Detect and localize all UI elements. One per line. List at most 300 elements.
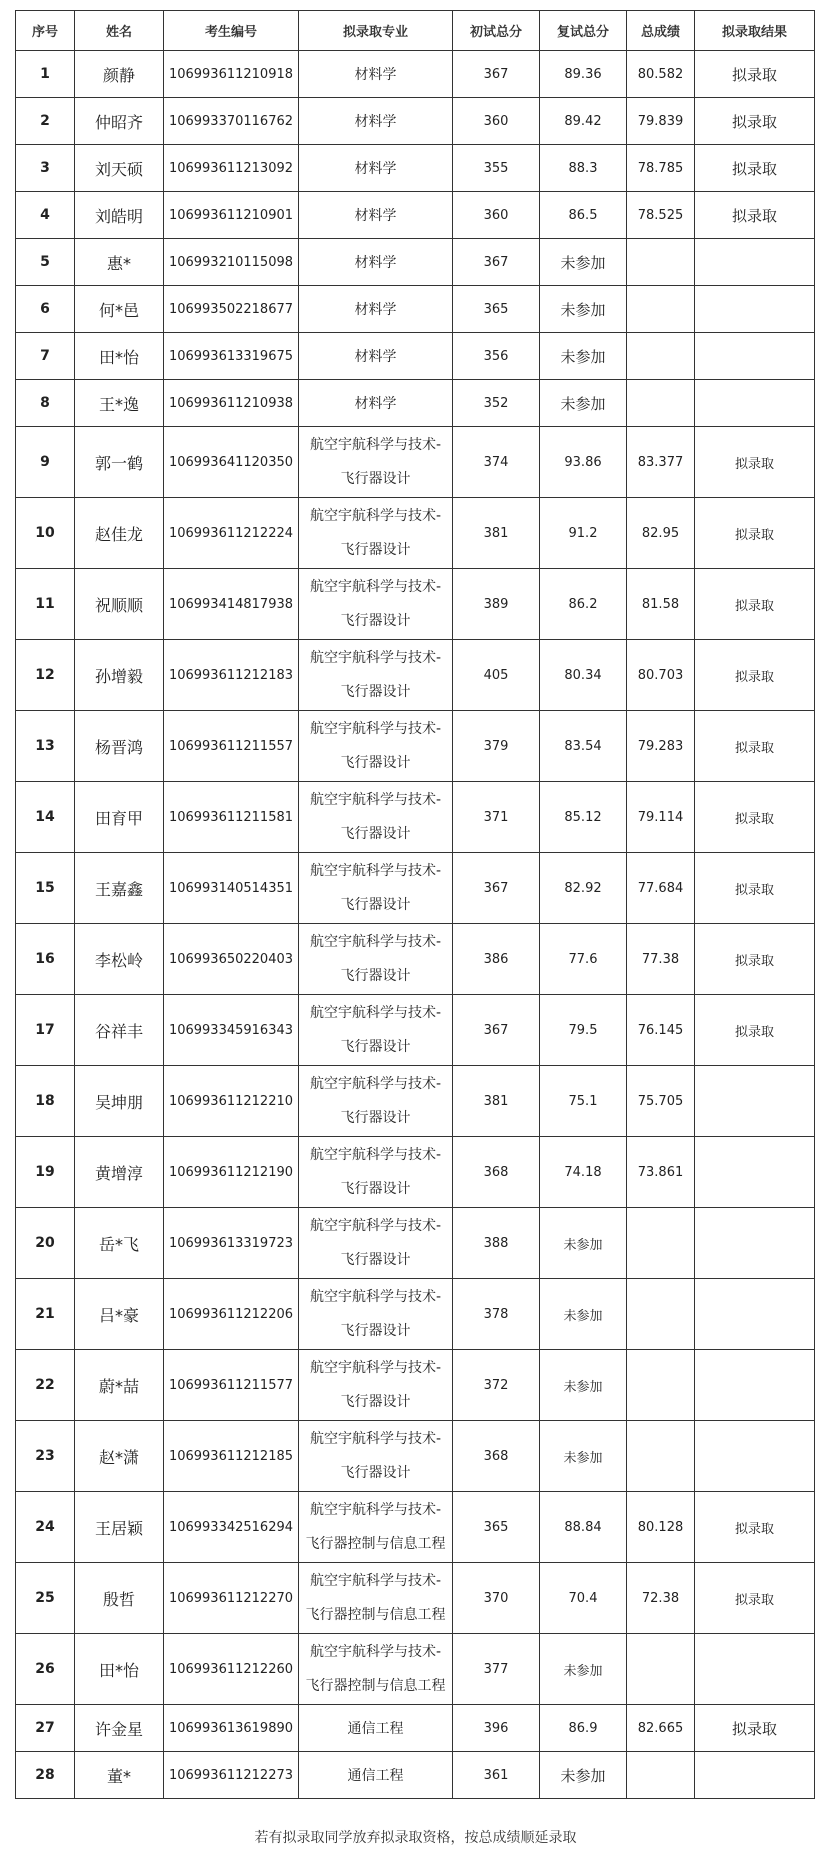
- major-line: 材料学: [354, 67, 397, 83]
- cell-retest-score: 79.5: [540, 995, 627, 1066]
- major-line: 航空宇航科学与技术-: [309, 721, 442, 737]
- cell-initial-score: 361: [453, 1752, 540, 1799]
- cell-total-score: [627, 1752, 695, 1799]
- cell-retest-score: 86.2: [540, 569, 627, 640]
- cell-no: 25: [16, 1563, 75, 1634]
- admission-table-wrapper: [15, 10, 814, 1799]
- cell-result: [695, 1066, 815, 1137]
- table-row: [16, 427, 815, 498]
- cell-total-score: 78.525: [627, 192, 695, 239]
- cell-major: [299, 711, 453, 782]
- cell-initial-score: 355: [453, 145, 540, 192]
- cell-no: 24: [16, 1492, 75, 1563]
- cell-total-score: 73.861: [627, 1137, 695, 1208]
- cell-major: [299, 98, 453, 145]
- major-line: 飞行器设计: [340, 1181, 411, 1197]
- cell-initial-score: 389: [453, 569, 540, 640]
- major-line: 飞行器控制与信息工程: [305, 1536, 446, 1552]
- cell-major: [299, 1066, 453, 1137]
- cell-total-score: 80.582: [627, 51, 695, 98]
- table-row: [16, 192, 815, 239]
- cell-name: 赵*潇: [75, 1421, 164, 1492]
- cell-retest-score: 91.2: [540, 498, 627, 569]
- table-row: [16, 380, 815, 427]
- cell-total-score: 77.684: [627, 853, 695, 924]
- cell-initial-score: 367: [453, 995, 540, 1066]
- cell-name: 郭一鹤: [75, 427, 164, 498]
- cell-no: 21: [16, 1279, 75, 1350]
- major-line: 飞行器设计: [340, 1252, 411, 1268]
- cell-result: [695, 239, 815, 286]
- cell-result: [695, 333, 815, 380]
- cell-exam-id: 106993611210938: [164, 380, 299, 427]
- cell-no: 2: [16, 98, 75, 145]
- major-line: 航空宇航科学与技术-: [309, 1289, 442, 1305]
- cell-major: [299, 1634, 453, 1705]
- major-line: 材料学: [354, 161, 397, 177]
- cell-result: 拟录取: [695, 427, 815, 498]
- cell-result: 拟录取: [695, 51, 815, 98]
- cell-no: 4: [16, 192, 75, 239]
- cell-exam-id: 106993611212190: [164, 1137, 299, 1208]
- cell-result: 拟录取: [695, 498, 815, 569]
- cell-name: 殷哲: [75, 1563, 164, 1634]
- table-row: [16, 1421, 815, 1492]
- cell-result: [695, 286, 815, 333]
- cell-result: 拟录取: [695, 1492, 815, 1563]
- cell-exam-id: 106993611212270: [164, 1563, 299, 1634]
- cell-no: 8: [16, 380, 75, 427]
- cell-retest-score: 未参加: [540, 1634, 627, 1705]
- table-header-row: [16, 11, 815, 51]
- table-row: [16, 995, 815, 1066]
- cell-initial-score: 352: [453, 380, 540, 427]
- cell-major: [299, 1752, 453, 1799]
- cell-initial-score: 368: [453, 1421, 540, 1492]
- cell-name: 王居颖: [75, 1492, 164, 1563]
- cell-exam-id: 106993342516294: [164, 1492, 299, 1563]
- major-line: 飞行器设计: [340, 968, 411, 984]
- cell-no: 15: [16, 853, 75, 924]
- cell-name: 黄增淳: [75, 1137, 164, 1208]
- cell-retest-score: 88.84: [540, 1492, 627, 1563]
- cell-exam-id: 106993611212183: [164, 640, 299, 711]
- cell-retest-score: 未参加: [540, 1208, 627, 1279]
- major-line: 航空宇航科学与技术-: [309, 508, 442, 524]
- cell-total-score: 81.58: [627, 569, 695, 640]
- header-initial-score: 初试总分: [453, 11, 540, 51]
- cell-retest-score: 89.42: [540, 98, 627, 145]
- cell-exam-id: 106993611212185: [164, 1421, 299, 1492]
- cell-name: 吕*豪: [75, 1279, 164, 1350]
- table-row: [16, 853, 815, 924]
- cell-name: 岳*飞: [75, 1208, 164, 1279]
- cell-name: 杨晋鸿: [75, 711, 164, 782]
- cell-result: 拟录取: [695, 782, 815, 853]
- cell-major: [299, 1492, 453, 1563]
- cell-major: [299, 640, 453, 711]
- cell-major: [299, 427, 453, 498]
- admission-table: [15, 10, 815, 1799]
- cell-total-score: 83.377: [627, 427, 695, 498]
- table-row: [16, 569, 815, 640]
- cell-no: 18: [16, 1066, 75, 1137]
- cell-result: 拟录取: [695, 192, 815, 239]
- cell-total-score: [627, 1634, 695, 1705]
- cell-name: 田*怡: [75, 1634, 164, 1705]
- cell-no: 7: [16, 333, 75, 380]
- cell-major: [299, 1350, 453, 1421]
- cell-retest-score: 未参加: [540, 1350, 627, 1421]
- major-line: 材料学: [354, 396, 397, 412]
- table-row: [16, 1705, 815, 1752]
- cell-major: [299, 1421, 453, 1492]
- cell-total-score: 75.705: [627, 1066, 695, 1137]
- cell-no: 11: [16, 569, 75, 640]
- table-row: [16, 286, 815, 333]
- header-retest-score: 复试总分: [540, 11, 627, 51]
- major-line: 材料学: [354, 114, 397, 130]
- cell-major: [299, 853, 453, 924]
- major-line: 飞行器设计: [340, 613, 411, 629]
- cell-major: [299, 498, 453, 569]
- cell-no: 16: [16, 924, 75, 995]
- header-exam-id: 考生编号: [164, 11, 299, 51]
- cell-exam-id: 106993611212210: [164, 1066, 299, 1137]
- table-row: [16, 239, 815, 286]
- cell-exam-id: 106993140514351: [164, 853, 299, 924]
- major-line: 飞行器设计: [340, 1039, 411, 1055]
- cell-initial-score: 368: [453, 1137, 540, 1208]
- major-line: 航空宇航科学与技术-: [309, 1147, 442, 1163]
- major-line: 飞行器设计: [340, 1323, 411, 1339]
- header-result: 拟录取结果: [695, 11, 815, 51]
- major-line: 航空宇航科学与技术-: [309, 792, 442, 808]
- cell-retest-score: 83.54: [540, 711, 627, 782]
- cell-name: 李松岭: [75, 924, 164, 995]
- cell-name: 刘天硕: [75, 145, 164, 192]
- header-no: 序号: [16, 11, 75, 51]
- cell-total-score: [627, 286, 695, 333]
- cell-name: 田育甲: [75, 782, 164, 853]
- cell-initial-score: 381: [453, 498, 540, 569]
- cell-no: 28: [16, 1752, 75, 1799]
- cell-result: [695, 1279, 815, 1350]
- cell-initial-score: 379: [453, 711, 540, 782]
- major-line: 通信工程: [347, 1721, 404, 1737]
- cell-retest-score: 70.4: [540, 1563, 627, 1634]
- cell-name: 许金星: [75, 1705, 164, 1752]
- cell-retest-score: 88.3: [540, 145, 627, 192]
- cell-result: 拟录取: [695, 995, 815, 1066]
- cell-total-score: 76.145: [627, 995, 695, 1066]
- major-line: 航空宇航科学与技术-: [309, 1573, 442, 1589]
- cell-no: 12: [16, 640, 75, 711]
- cell-result: 拟录取: [695, 1705, 815, 1752]
- cell-name: 刘皓明: [75, 192, 164, 239]
- cell-exam-id: 106993210115098: [164, 239, 299, 286]
- cell-major: [299, 1279, 453, 1350]
- cell-no: 9: [16, 427, 75, 498]
- major-line: 材料学: [354, 349, 397, 365]
- cell-total-score: [627, 380, 695, 427]
- cell-total-score: [627, 333, 695, 380]
- footnote: 若有拟录取同学放弃拟录取资格，按总成绩顺延录取: [254, 1830, 577, 1846]
- cell-name: 王*逸: [75, 380, 164, 427]
- cell-no: 23: [16, 1421, 75, 1492]
- major-line: 航空宇航科学与技术-: [309, 934, 442, 950]
- cell-retest-score: 未参加: [540, 1279, 627, 1350]
- cell-name: 何*邑: [75, 286, 164, 333]
- table-row: [16, 1279, 815, 1350]
- cell-initial-score: 378: [453, 1279, 540, 1350]
- table-row: [16, 1492, 815, 1563]
- cell-no: 1: [16, 51, 75, 98]
- table-row: [16, 51, 815, 98]
- table-row: [16, 711, 815, 782]
- cell-major: [299, 1563, 453, 1634]
- cell-no: 14: [16, 782, 75, 853]
- cell-exam-id: 106993611211577: [164, 1350, 299, 1421]
- cell-retest-score: 未参加: [540, 333, 627, 380]
- cell-major: [299, 569, 453, 640]
- cell-major: [299, 192, 453, 239]
- cell-retest-score: 未参加: [540, 1421, 627, 1492]
- major-line: 飞行器设计: [340, 755, 411, 771]
- cell-no: 27: [16, 1705, 75, 1752]
- cell-name: 赵佳龙: [75, 498, 164, 569]
- cell-result: [695, 1421, 815, 1492]
- cell-initial-score: 367: [453, 853, 540, 924]
- cell-result: [695, 1208, 815, 1279]
- cell-exam-id: 106993650220403: [164, 924, 299, 995]
- major-line: 通信工程: [347, 1768, 404, 1784]
- cell-total-score: [627, 1421, 695, 1492]
- cell-major: [299, 924, 453, 995]
- cell-major: [299, 995, 453, 1066]
- cell-result: 拟录取: [695, 145, 815, 192]
- cell-retest-score: 74.18: [540, 1137, 627, 1208]
- cell-total-score: 78.785: [627, 145, 695, 192]
- major-line: 飞行器设计: [340, 1394, 411, 1410]
- cell-result: [695, 1137, 815, 1208]
- cell-total-score: 72.38: [627, 1563, 695, 1634]
- cell-retest-score: 82.92: [540, 853, 627, 924]
- header-major: 拟录取专业: [299, 11, 453, 51]
- cell-initial-score: 365: [453, 1492, 540, 1563]
- cell-no: 20: [16, 1208, 75, 1279]
- cell-initial-score: 365: [453, 286, 540, 333]
- cell-exam-id: 106993611210918: [164, 51, 299, 98]
- cell-exam-id: 106993613319723: [164, 1208, 299, 1279]
- cell-initial-score: 388: [453, 1208, 540, 1279]
- cell-retest-score: 89.36: [540, 51, 627, 98]
- major-line: 航空宇航科学与技术-: [309, 1218, 442, 1234]
- table-row: [16, 98, 815, 145]
- cell-major: [299, 145, 453, 192]
- cell-major: [299, 286, 453, 333]
- cell-initial-score: 371: [453, 782, 540, 853]
- cell-retest-score: 75.1: [540, 1066, 627, 1137]
- cell-exam-id: 106993370116762: [164, 98, 299, 145]
- cell-total-score: 80.128: [627, 1492, 695, 1563]
- cell-name: 谷祥丰: [75, 995, 164, 1066]
- major-line: 材料学: [354, 208, 397, 224]
- cell-result: 拟录取: [695, 98, 815, 145]
- major-line: 飞行器设计: [340, 897, 411, 913]
- cell-retest-score: 86.9: [540, 1705, 627, 1752]
- major-line: 航空宇航科学与技术-: [309, 650, 442, 666]
- cell-result: 拟录取: [695, 569, 815, 640]
- cell-result: [695, 1634, 815, 1705]
- cell-exam-id: 106993613319675: [164, 333, 299, 380]
- cell-major: [299, 1208, 453, 1279]
- cell-result: [695, 1350, 815, 1421]
- cell-initial-score: 377: [453, 1634, 540, 1705]
- cell-exam-id: 106993502218677: [164, 286, 299, 333]
- cell-no: 13: [16, 711, 75, 782]
- major-line: 航空宇航科学与技术-: [309, 863, 442, 879]
- cell-initial-score: 356: [453, 333, 540, 380]
- table-row: [16, 333, 815, 380]
- cell-total-score: 77.38: [627, 924, 695, 995]
- cell-initial-score: 367: [453, 239, 540, 286]
- major-line: 飞行器设计: [340, 1110, 411, 1126]
- cell-initial-score: 367: [453, 51, 540, 98]
- cell-initial-score: 386: [453, 924, 540, 995]
- cell-total-score: 79.839: [627, 98, 695, 145]
- cell-exam-id: 106993611211557: [164, 711, 299, 782]
- cell-initial-score: 381: [453, 1066, 540, 1137]
- table-row: [16, 1208, 815, 1279]
- cell-major: [299, 1705, 453, 1752]
- cell-exam-id: 106993611212260: [164, 1634, 299, 1705]
- header-total-score: 总成绩: [627, 11, 695, 51]
- cell-exam-id: 106993613619890: [164, 1705, 299, 1752]
- cell-major: [299, 380, 453, 427]
- cell-no: 17: [16, 995, 75, 1066]
- cell-major: [299, 1137, 453, 1208]
- cell-total-score: 79.283: [627, 711, 695, 782]
- cell-result: 拟录取: [695, 1563, 815, 1634]
- cell-name: 祝顺顺: [75, 569, 164, 640]
- cell-no: 3: [16, 145, 75, 192]
- cell-name: 惠*: [75, 239, 164, 286]
- cell-exam-id: 106993611212224: [164, 498, 299, 569]
- cell-result: 拟录取: [695, 853, 815, 924]
- table-row: [16, 1563, 815, 1634]
- cell-name: 仲昭齐: [75, 98, 164, 145]
- cell-exam-id: 106993611212206: [164, 1279, 299, 1350]
- cell-name: 颜静: [75, 51, 164, 98]
- major-line: 航空宇航科学与技术-: [309, 1076, 442, 1092]
- cell-major: [299, 782, 453, 853]
- major-line: 材料学: [354, 302, 397, 318]
- table-row: [16, 145, 815, 192]
- table-row: [16, 1634, 815, 1705]
- cell-total-score: 79.114: [627, 782, 695, 853]
- cell-result: [695, 380, 815, 427]
- cell-initial-score: 372: [453, 1350, 540, 1421]
- table-row: [16, 1752, 815, 1799]
- cell-retest-score: 80.34: [540, 640, 627, 711]
- cell-no: 22: [16, 1350, 75, 1421]
- major-line: 飞行器控制与信息工程: [305, 1607, 446, 1623]
- cell-major: [299, 51, 453, 98]
- major-line: 飞行器控制与信息工程: [305, 1678, 446, 1694]
- table-row: [16, 498, 815, 569]
- cell-initial-score: 360: [453, 192, 540, 239]
- cell-name: 王嘉鑫: [75, 853, 164, 924]
- cell-total-score: 80.703: [627, 640, 695, 711]
- table-row: [16, 924, 815, 995]
- cell-no: 5: [16, 239, 75, 286]
- cell-total-score: [627, 1208, 695, 1279]
- cell-total-score: [627, 1279, 695, 1350]
- major-line: 航空宇航科学与技术-: [309, 1360, 442, 1376]
- cell-result: 拟录取: [695, 640, 815, 711]
- cell-retest-score: 77.6: [540, 924, 627, 995]
- cell-major: [299, 239, 453, 286]
- major-line: 航空宇航科学与技术-: [309, 437, 442, 453]
- cell-name: 吴坤朋: [75, 1066, 164, 1137]
- cell-initial-score: 360: [453, 98, 540, 145]
- cell-retest-score: 未参加: [540, 286, 627, 333]
- table-row: [16, 1137, 815, 1208]
- cell-exam-id: 106993641120350: [164, 427, 299, 498]
- cell-retest-score: 93.86: [540, 427, 627, 498]
- cell-no: 26: [16, 1634, 75, 1705]
- cell-no: 10: [16, 498, 75, 569]
- major-line: 飞行器设计: [340, 1465, 411, 1481]
- cell-result: [695, 1752, 815, 1799]
- cell-total-score: [627, 1350, 695, 1421]
- cell-initial-score: 405: [453, 640, 540, 711]
- major-line: 飞行器设计: [340, 542, 411, 558]
- table-row: [16, 1066, 815, 1137]
- major-line: 飞行器设计: [340, 684, 411, 700]
- cell-name: 蔚*喆: [75, 1350, 164, 1421]
- cell-exam-id: 106993414817938: [164, 569, 299, 640]
- cell-total-score: 82.665: [627, 1705, 695, 1752]
- major-line: 飞行器设计: [340, 826, 411, 842]
- major-line: 航空宇航科学与技术-: [309, 579, 442, 595]
- cell-retest-score: 未参加: [540, 1752, 627, 1799]
- cell-name: 孙增毅: [75, 640, 164, 711]
- cell-name: 董*: [75, 1752, 164, 1799]
- table-row: [16, 1350, 815, 1421]
- major-line: 航空宇航科学与技术-: [309, 1005, 442, 1021]
- major-line: 飞行器设计: [340, 471, 411, 487]
- table-row: [16, 782, 815, 853]
- cell-exam-id: 106993345916343: [164, 995, 299, 1066]
- cell-total-score: 82.95: [627, 498, 695, 569]
- cell-retest-score: 85.12: [540, 782, 627, 853]
- major-line: 航空宇航科学与技术-: [309, 1644, 442, 1660]
- cell-retest-score: 未参加: [540, 239, 627, 286]
- table-body: [16, 51, 815, 1799]
- cell-major: [299, 333, 453, 380]
- cell-exam-id: 106993611211581: [164, 782, 299, 853]
- cell-name: 田*怡: [75, 333, 164, 380]
- cell-retest-score: 未参加: [540, 380, 627, 427]
- major-line: 航空宇航科学与技术-: [309, 1502, 442, 1518]
- header-name: 姓名: [75, 11, 164, 51]
- cell-initial-score: 396: [453, 1705, 540, 1752]
- cell-result: 拟录取: [695, 924, 815, 995]
- cell-no: 19: [16, 1137, 75, 1208]
- cell-initial-score: 370: [453, 1563, 540, 1634]
